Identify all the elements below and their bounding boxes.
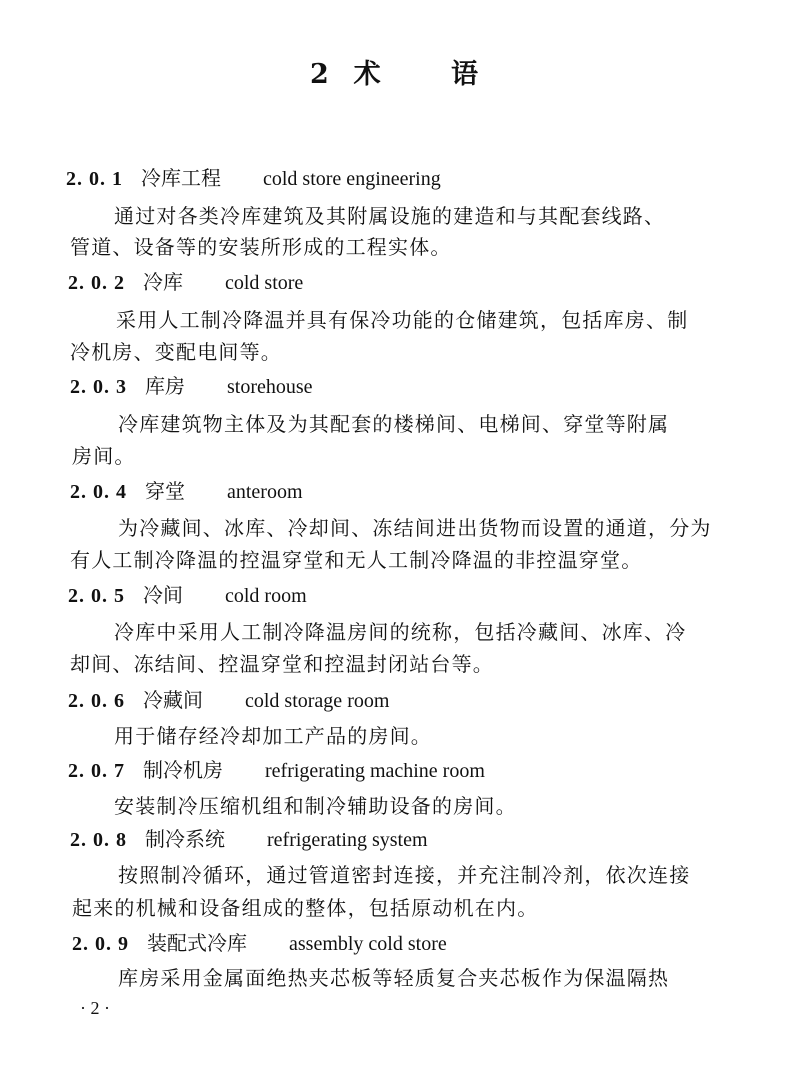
term-number: 2. 0. 7 [68, 760, 125, 782]
term-definition-line: 通过对各类冷库建筑及其附属设施的建造和与其配套线路、 [114, 204, 666, 228]
term-definition-line: 管道、设备等的安装所形成的工程实体。 [70, 235, 452, 259]
chapter-title: 2 术 语 [310, 59, 480, 90]
term-english: anteroom [227, 481, 303, 503]
term-english: cold storage room [245, 690, 390, 712]
term-definition-line: 房间。 [72, 444, 136, 468]
term-definition-line: 冷机房、变配电间等。 [70, 340, 282, 364]
term-heading [68, 265, 303, 299]
term-english: assembly cold store [289, 933, 447, 955]
term-heading [68, 753, 485, 787]
term-definition-line: 起来的机械和设备组成的整体，包括原动机在内。 [72, 896, 539, 920]
term-english: cold store engineering [263, 168, 441, 190]
term-heading [66, 161, 441, 195]
page-number: · 2 · [80, 998, 110, 1018]
term-number: 2. 0. 3 [70, 376, 127, 398]
term-english: cold store [225, 272, 304, 294]
term-number: 2. 0. 5 [68, 585, 125, 607]
term-definition-line: 却间、冻结间、控温穿堂和控温封闭站台等。 [70, 652, 494, 676]
term-chinese: 冷藏间 [143, 688, 203, 712]
term-chinese: 装配式冷库 [147, 931, 247, 955]
term-definition-line: 为冷藏间、冰库、冷却间、冻结间进出货物而设置的通道，分为 [118, 516, 712, 540]
term-definition-line: 有人工制冷降温的控温穿堂和无人工制冷降温的非控温穿堂。 [70, 548, 643, 572]
term-definition-line: 按照制冷循环，通过管道密封连接，并充注制冷剂，依次连接 [118, 863, 691, 887]
term-chinese: 库房 [145, 374, 185, 398]
term-heading [70, 369, 313, 403]
term-english: refrigerating system [267, 829, 428, 851]
term-number: 2. 0. 9 [72, 933, 129, 955]
term-chinese: 冷库工程 [141, 166, 221, 190]
term-heading [72, 926, 447, 960]
term-number: 2. 0. 6 [68, 690, 125, 712]
term-chinese: 穿堂 [145, 479, 185, 503]
term-definition-line: 冷库建筑物主体及为其配套的楼梯间、电梯间、穿堂等附属 [118, 412, 670, 436]
term-chinese: 制冷系统 [145, 827, 225, 851]
term-english: refrigerating machine room [265, 760, 485, 782]
term-english: storehouse [227, 376, 313, 398]
term-definition-line: 采用人工制冷降温并具有保冷功能的仓储建筑，包括库房、制 [116, 308, 689, 332]
term-number: 2. 0. 1 [66, 168, 123, 190]
term-heading [70, 822, 428, 856]
term-chinese: 冷间 [143, 583, 183, 607]
term-chinese: 冷库 [143, 270, 183, 294]
term-english: cold room [225, 585, 307, 607]
term-heading [68, 683, 389, 717]
term-heading [68, 578, 307, 612]
term-number: 2. 0. 4 [70, 481, 127, 503]
term-definition-line: 用于储存经冷却加工产品的房间。 [114, 724, 432, 748]
term-definition-line: 冷库中采用人工制冷降温房间的统称，包括冷藏间、冰库、冷 [114, 620, 687, 644]
term-number: 2. 0. 8 [70, 829, 127, 851]
term-heading [70, 474, 303, 508]
term-chinese: 制冷机房 [143, 758, 223, 782]
term-definition-line: 安装制冷压缩机组和制冷辅助设备的房间。 [114, 794, 517, 818]
term-definition-line: 库房采用金属面绝热夹芯板等轻质复合夹芯板作为保温隔热 [118, 966, 670, 990]
term-number: 2. 0. 2 [68, 272, 125, 294]
